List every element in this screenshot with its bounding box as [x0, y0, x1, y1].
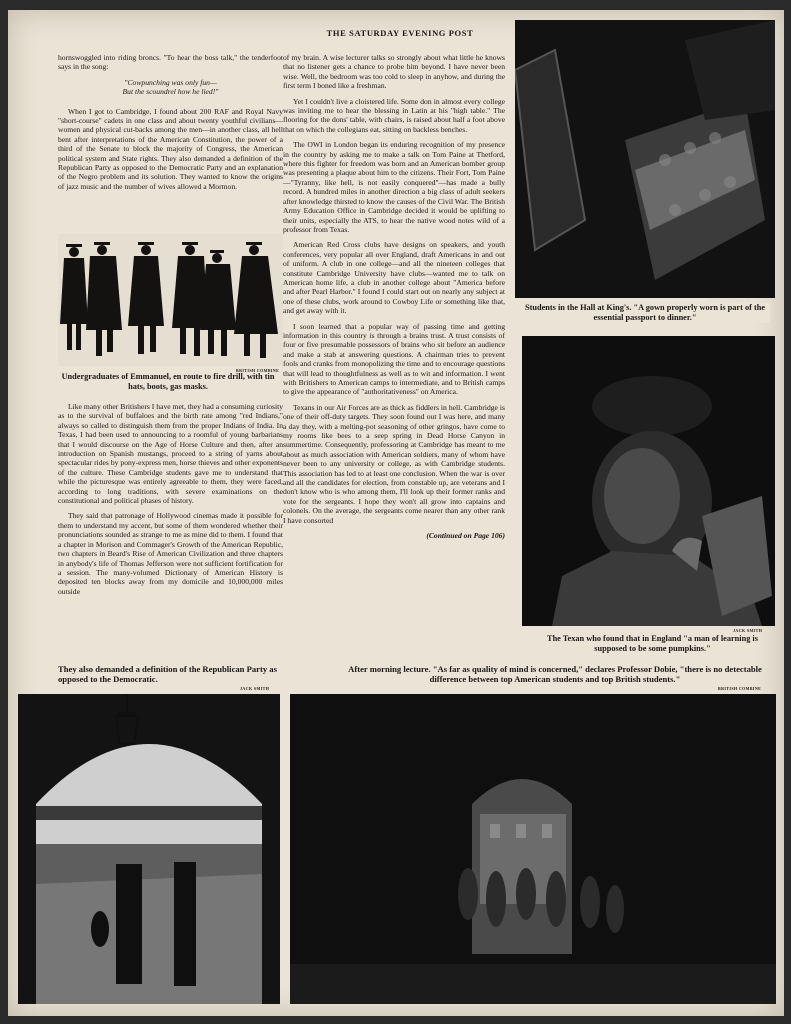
dining-hall-image: [515, 20, 775, 298]
archway-lantern-image: [18, 694, 280, 1004]
paragraph: When I got to Cambridge, I found about 200 RAF and Royal Navy "short-course" cadets in one class and about twenty youthful civilians—women and physical cut-backs among the men—in another class, all hell bent after interpretations of the American Constitution, the power of a third of the Senate to block the majority of Congress, the American political system and State rights. They also demanded a definition of the Republican Party as opposed to the Democratic Party and an explanation of the Negro problem and its solution. They wanted to know the origins of jazz music and the number of wives allowed a Mormon.: [58, 106, 283, 191]
paragraph: Texans in our Air Forces are as thick as fiddlers in hell. Cambridge is one of their off-duty targets. They soon found out I was here, and many a day they, with a melting-pot seasoning of other gringos, have come to my rooms like bees to a seep spring in Dead Horse Canyon in summertime. Consequently, professoring at Cambridge has meant to me about as much association with American soldiers, many of whom have never been to any university or college, as with Cambridge students. This association has led to at least one conclusion. When the war is over and all the candidates for election, from constable up, are veterans and I don't know who is who among them, I'll look up their former ranks and vote for the sergeants. I hope they won't all grow into captains and colonels. On the average, the sergeants come nearer than any other rank I have consorted: [283, 402, 505, 525]
verse-line: "Cowpunching was only fun—: [124, 77, 217, 87]
photo-credit: JACK SMITH: [733, 628, 763, 633]
graduates-silhouette-image: [58, 234, 283, 366]
text-column-2: [283, 53, 505, 547]
verse-line: But the scoundrel how he lied!": [122, 87, 219, 97]
paragraph: American Red Cross clubs have designs on speakers, and youth conferences, very popular all over England, draft Americans in and out of uniform. A club in one college—and all the nineteen colleges that constitute Cambridge University have clubs—wanted me to talk on American home life, a club in another college about "America before and after Pearl Harbor." I found I could start out on nearly any subject at one of these clubs, work around to Cowboy Life or something like that, and get away with it.: [283, 240, 505, 316]
caption-lecture: After morning lecture. "As far as quality of mind is concerned," declares Professor Dobie, "there is no detectable difference between top American students and top British students.": [348, 664, 762, 684]
paragraph: Like many other Britishers I have met, they had a consuming curiosity as to the survival of buffaloes and the birth rate among "red Indians," always so called to distinguish them from the proper Indians of India. In Texas, I had been used to announcing to a roomful of young barbarians that I would discourse on the Age of Horse Culture and then, after an introduction on Spanish mustangs, proceed to a string of yarns about spectacular rides by pony-express men, horse thieves and other exponents of the culture. These Cambridge students gave me to understand that while the picturesque was entirely agreeable to them, they were faced, according to long traditions, with severe examinations on the constitutional and political phases of history.: [58, 402, 283, 506]
page-header: THE SATURDAY EVENING POST: [326, 28, 474, 38]
paragraph: of my brain. A wise lecturer talks so strongly about what little he knows that no listener gets a chance to probe him beyond. I have never been wise. Well, the bedroom was too cold to sleep in anyhow, and during the first term I boned like a freshman.: [283, 53, 505, 91]
text-column-1: [58, 53, 283, 197]
photo-graduates: [58, 234, 283, 366]
paragraph: Yet I couldn't live a cloistered life. Some don in almost every college was inviting me to hear the blessing in Latin at his "high table." The flooring for the dons' table, with chairs, is raised about half a foot above that on which the collegians eat, sitting on backless benches.: [283, 96, 505, 134]
photo-credit: BRITISH COMBINE: [708, 298, 752, 303]
caption-hall: Students in the Hall at King's. "A gown properly worn is part of the essential passport to dinner.": [520, 303, 770, 323]
text-column-1-continued: [58, 402, 283, 602]
photo-credit: BRITISH COMBINE: [718, 686, 762, 691]
photo-credit: JACK SMITH: [240, 686, 270, 691]
continued-note: (Continued on Page 106): [426, 531, 505, 541]
photo-hall-kings: [515, 20, 775, 298]
courtyard-archway-image: [290, 694, 776, 1004]
photo-gate: [18, 694, 280, 1004]
caption-graduates: Undergraduates of Emmanuel, en route to fire drill, with tin hats, boots, gas masks.: [61, 372, 275, 391]
paragraph: I soon learned that a popular way of passing time and getting information in this country is through a brains trust. A trust consists of four or five presumable possessors of brains who sit before an audience and make a stab at answering questions. A chairman tries to prevent fools and cranks from monopolizing the time and to encourage questions that will lead to thoughtfulness as well as to wit and information. I went with Britishers to American camps to intermediate, and to British camps to give the appearance of "authoritativeness" on America.: [283, 321, 505, 397]
caption-texan: The Texan who found that in England "a man of learning is supposed to be some pumpkins.": [547, 634, 758, 653]
caption-gate: They also demanded a definition of the Republican Party as opposed to the Democratic.: [58, 664, 277, 684]
song-verse: [58, 78, 283, 97]
paragraph: They said that patronage of Hollywood cinemas made it possible for them to understand my accent, but some of them wondered whether their pronunciations sounded as strange to me as mine did to them. I found that a chapter in Morison and Commager's Growth of the American Republic, two chapters in Beard's Rise of American Civilization and three chapters in anybody's life of Thomas Jefferson were not sufficient fortification for a session. The many-volumed Dictionary of American History is deposited ten blocks away from my domicile and 10,000,000 miles outside: [58, 511, 283, 596]
photo-credit: BRITISH COMBINE: [236, 368, 280, 373]
paragraph: The OWI in London began its enduring recognition of my presence in the country by asking me to make a talk on Tom Paine at Thetford, where this fighter for freedom was born and an American bomber group was presenting a plaque about him to the citizens. Their Fort, Tom Paine—"Tyranny, like hell, is not easily conquered"—has made a bully record. A hundred miles in another direction a big class of adult seekers after knowledge thirsted to know the causes of the Civil War. The British Army Education Office in Cambridge decided it would be uplifting to their units, especially the ATS, to hear the native wood notes wild of a professor from Texas.: [283, 140, 505, 234]
texan-portrait-image: [522, 336, 775, 626]
photo-texan: [522, 336, 775, 626]
paragraph: hornswoggled into riding broncs. "To hear the boss talk," the tenderfoot says in the song:: [58, 53, 283, 72]
photo-lecture: [290, 694, 776, 1004]
